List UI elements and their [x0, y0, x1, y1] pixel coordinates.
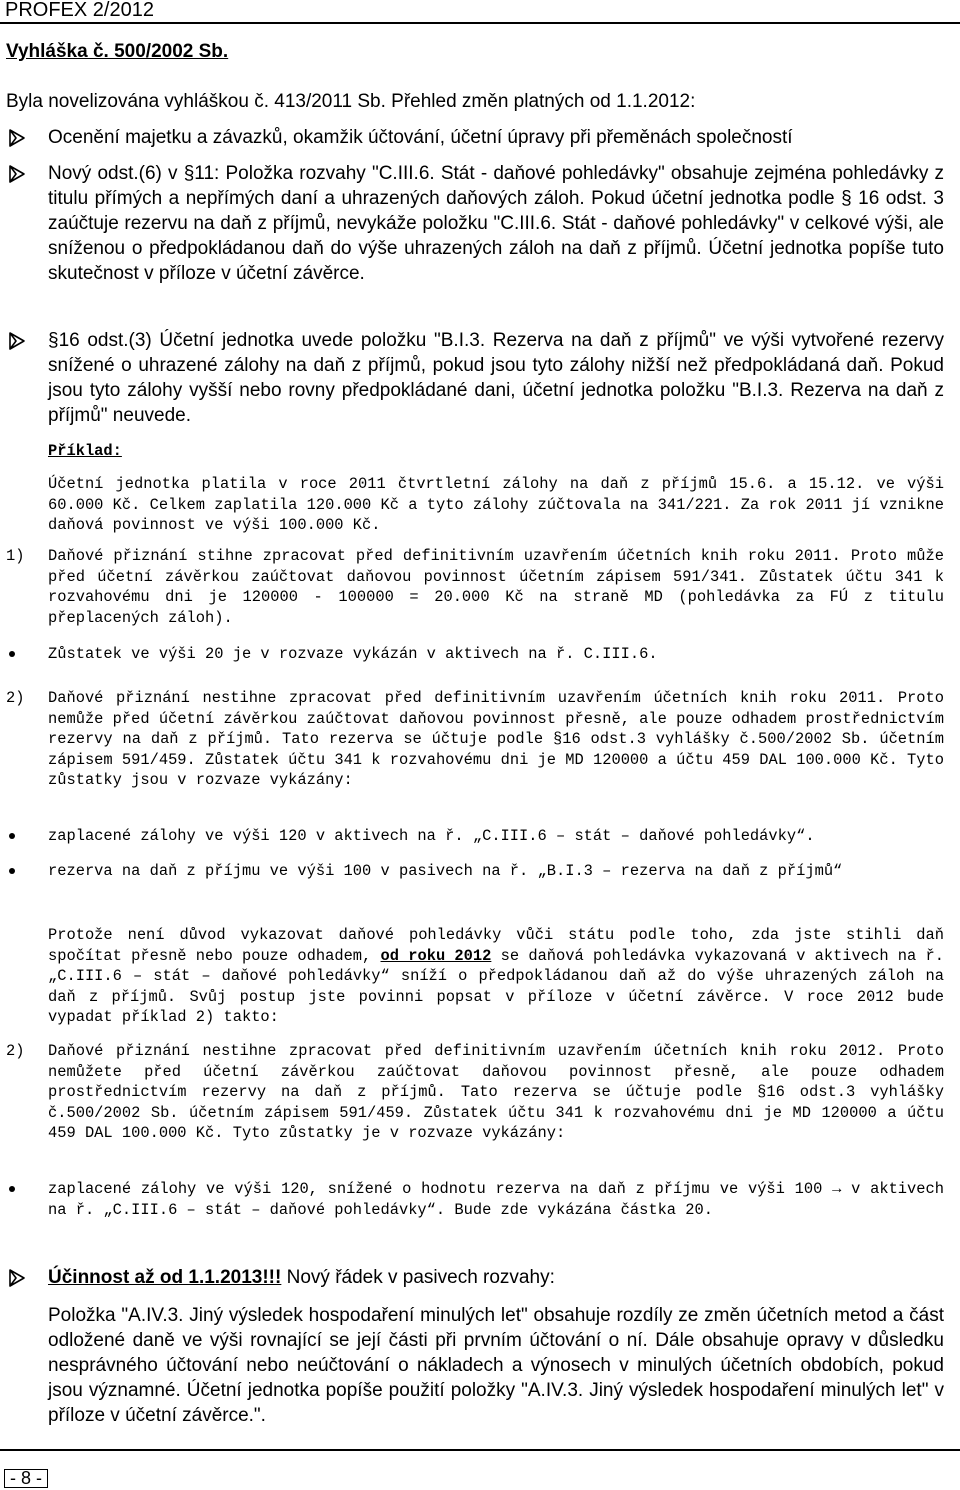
item-number: 2) [6, 1042, 25, 1060]
bullet-valuation: Ocenění majetku a závazků, okamžik účtování, účetní úpravy při přeměnách společností [48, 127, 793, 148]
arrow-bullet-icon [7, 128, 27, 148]
page-header [0, 0, 960, 24]
example-item-2-bullet-1: zaplacené zálohy ve výši 120 v aktivech na ř. „C.III.6 – stát – daňové pohledávky“. [48, 827, 815, 845]
example-item-1: Daňové přiznání stihne zpracovat před definitivním uzavřením účetních knih roku 2011. Proto může před účetní závěrkou zaúčtovat daňovou povinnost účetním zápisem 591/341. Zůstatek účtu 341 k rozvahovému dni je 120000 - 100000 = 20.000 Kč na straně MD (pohledávka za FÚ z titulu přeplacených záloh). [48, 547, 944, 627]
footer-divider [0, 1449, 960, 1451]
bullet-dot-icon [9, 868, 15, 874]
example-item-3: Daňové přiznání nestihne zpracovat před definitivním uzavřením účetních knih roku 2012. Proto nemůžete před účetní závěrkou zaúčtovat daňovou povinnost přesně, ale pouze odhadem prostřednictvím rezervy na daň z příjmů. Tato rezerva se účtuje podle §16 odst.3 vyhlášky č.500/2002 Sb. účetním zápisem 591/459. Zůstatek účtu 341 k rozvahovému dni je MD 120000 a účtu 459 DAL 100.000 Kč. Tyto zůstatky je v rozvaze vykázány: [48, 1042, 944, 1142]
effective-line [48, 1265, 944, 1290]
item-number: 1) [6, 547, 25, 565]
bullet-dot-icon [9, 651, 15, 657]
bullet-dot-icon [9, 833, 15, 839]
note-year-emphasis: od roku 2012 [380, 946, 492, 965]
document-title: Vyhláška č. 500/2002 Sb. [6, 41, 229, 62]
example-item-1-bullet: Zůstatek ve výši 20 je v rozvaze vykázán v aktivech na ř. C.III.6. [48, 645, 658, 663]
bullet-dot-icon [9, 1186, 15, 1192]
example-item-2-bullet-2: rezerva na daň z příjmu ve výši 100 v pasivech na ř. „B.I.3 – rezerva na daň z příjmů“ [48, 862, 843, 880]
arrow-bullet-icon [7, 164, 27, 184]
arrow-bullet-icon [7, 1268, 27, 1288]
item-number: 2) [6, 689, 25, 707]
example-note [48, 925, 944, 1028]
effective-text: Položka "A.IV.3. Jiný výsledek hospodaření minulých let" obsahuje rozdíly ze změn účetních metod a část odložené daně ve výši rovnající se její části při prvním účtování o ní. Dále obsahuje opravy v důsledku nesprávného účtování nebo neúčtování o nákladech a výnosech v minulých účetních obdobích, pokud jsou významné. Účetní jednotka popíše použití položky "A.IV.3. Jiný výsledek hospodaření minulých let" v příloze v účetní závěrce.". [48, 1305, 944, 1426]
example-item-3-bullet: zaplacené zálohy ve výši 120, snížené o hodnotu rezerva na daň z příjmu ve výši 100 → v aktivech na ř. „C.III.6 – stát – daňové pohledávky“. Bude zde vykázána částka 20. [48, 1180, 944, 1219]
effective-rest: Nový řádek v pasivech rozvahy: [281, 1267, 555, 1288]
example-item-2: Daňové přiznání nestihne zpracovat před definitivním uzavřením účetních knih roku 2011. Proto nemůže před účetní závěrkou zaúčtovat daňovou povinnost přesně, ale pouze odhadem prostřednictvím rezervy na daň z příjmů. Tato rezerva se účtuje podle §16 odst.3 vyhlášky č.500/2002 Sb. účetním zápisem 591/459. Zůstatek účtu 341 k rozvahovému dni je MD 120000 a účtu 459 DAL 100.000 Kč. Tyto zůstatky jsou v rozvaze vykázány: [48, 689, 944, 789]
note-text-end: se daňová pohledávka vykazovaná v aktivech na ř. „C.III.6 – stát – daňové pohledávky“ sníží o předpokládanou daň až do výše uhrazených záloh na daň z příjmů. Svůj postup jste povinni popsat v příloze v účetní závěrce. V roce 2012 bude vypadat příklad 2) takto: [48, 946, 944, 1026]
intro-text: Byla novelizována vyhláškou č. 413/2011 Sb. Přehled změn platných od 1.1.2012: [6, 91, 696, 112]
header-title: PROFEX 2/2012 [5, 0, 154, 21]
bullet-new-paragraph: Nový odst.(6) v §11: Položka rozvahy "C.III.6. Stát - daňové pohledávky" obsahuje zejména pohledávky z titulu přímých a nepřímých daní a uhrazených daňových záloh. Pokud účetní jednotka podle § 16 odst. 3 zaúčtuje rezervu na daň z příjmů, nevykáže položku "C.III.6. Stát - daňové pohledávky" v celkové výši, ale sníženou o předpokládanou daň do výše uhrazených záloh na daň z příjmů. Účetní jednotka popíše tuto skutečnost v příloze v účetní závěrce. [48, 163, 944, 284]
bullet-section-16: §16 odst.(3) Účetní jednotka uvede položku "B.I.3. Rezerva na daň z příjmů" ve výši vytvořené rezervy snížené o uhrazené zálohy na daň z příjmů, pokud jsou tyto zálohy nižší než předpokládaná daň. Pokud jsou tyto zálohy vyšší nebo rovny předpokládané dani, účetní jednotka položku "B.I.3. Rezerva na daň z příjmů" neuvede. [48, 330, 944, 426]
note-text-start: Protože není důvod vykazovat daňové pohledávky vůči státu podle toho, zda jste stihli daň spočítat přesně nebo pouze odhadem, [48, 926, 944, 965]
example-heading: Příklad: [48, 442, 122, 460]
arrow-bullet-icon [7, 331, 27, 351]
effective-label: Účinnost až od 1.1.2013!!! [48, 1267, 282, 1288]
example-intro: Účetní jednotka platila v roce 2011 čtvrtletní zálohy na daň z příjmů 15.6. a 15.12. ve výši 60.000 Kč. Celkem zaplatila 120.000 Kč a tyto zálohy zúčtovala na 341/221. Za rok 2011 jí vznikne daňová povinnost ve výši 100.000 Kč. [48, 475, 944, 534]
page-number: - 8 - [4, 1469, 48, 1488]
